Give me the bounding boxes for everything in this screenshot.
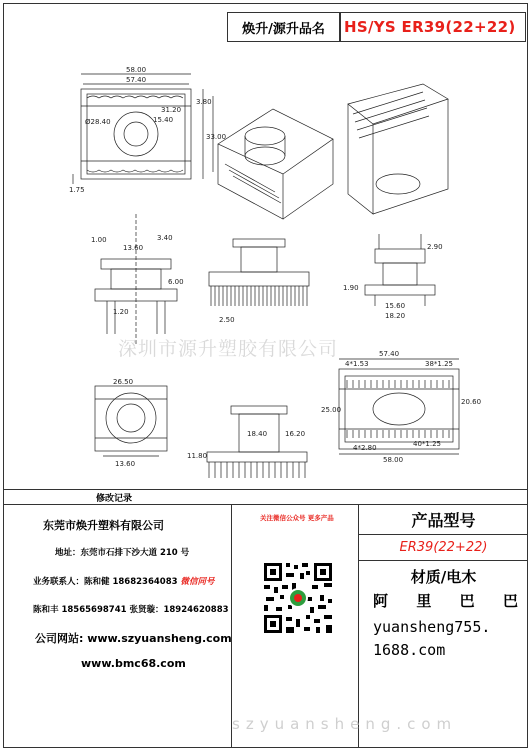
- dim-side-1560: 15.60: [385, 302, 406, 310]
- iso-view: [218, 109, 333, 219]
- dim-left-2650: 26.50: [113, 378, 134, 386]
- company-business-contact: [33, 575, 215, 587]
- dim-center-1840: 18.40: [247, 430, 268, 438]
- business-contact-text: 业务联系人：陈和健 18682364083: [33, 577, 178, 587]
- company-address: 地址：东莞市石排下沙大道 210 号: [55, 548, 190, 558]
- dim-front-1360: 13.60: [123, 244, 144, 252]
- dim-side-290: 2.90: [427, 243, 443, 251]
- ali-char-2: 里: [416, 591, 432, 610]
- dim-top-1540: 15.40: [153, 116, 174, 124]
- side-view: [365, 234, 435, 306]
- dim-top-175: 1.75: [69, 186, 85, 194]
- dim-front-6: 6.00: [168, 278, 184, 286]
- qr-code-icon[interactable]: [262, 561, 334, 635]
- product-title: 产品型号: [359, 505, 528, 535]
- dim-front-340: 3.40: [157, 234, 173, 242]
- dim-bottom-2060: 20.60: [461, 398, 482, 406]
- dim-front-1: 1.00: [91, 236, 107, 244]
- product-name-label: 焕升/源升品名: [227, 12, 340, 42]
- title-block: [3, 489, 528, 747]
- company-name: 东莞市焕升塑料有限公司: [43, 519, 164, 532]
- dim-top-3120: 31.20: [161, 106, 182, 114]
- iso-view-right: [348, 84, 448, 214]
- dim-side-1820: 18.20: [385, 312, 406, 320]
- dim-bottom-58: 58.00: [383, 456, 404, 464]
- dim-bottom-25: 25.00: [321, 406, 342, 414]
- left-view: [95, 386, 167, 456]
- company-website[interactable]: 公司网站: www.szyuansheng.com: [35, 632, 232, 645]
- product-name-value: HS/YS ER39(22+22): [340, 12, 526, 42]
- dim-top-380: 3.80: [196, 98, 212, 106]
- center-bottom-view: [207, 406, 307, 478]
- top-view: [73, 74, 213, 184]
- ali-char-1: 阿: [373, 591, 389, 610]
- dim-top-58: 58.00: [126, 66, 147, 74]
- dim-top-33: 33.00: [206, 133, 227, 141]
- company-website-2[interactable]: www.bmc68.com: [81, 657, 186, 670]
- company-phones: 陈和丰 18565698741 张贤璇：18924620883: [33, 605, 229, 615]
- dim-front-250: 2.50: [219, 316, 235, 324]
- qr-section: [232, 505, 359, 747]
- product-block: [359, 505, 528, 747]
- dim-center-1620: 16.20: [285, 430, 306, 438]
- dim-front-120: 1.20: [113, 308, 129, 316]
- dim-bottom-4x153: 4*1.53: [345, 360, 369, 368]
- wechat-note: 微信同号: [180, 577, 215, 587]
- dim-side-190: 1.90: [343, 284, 359, 292]
- dim-bottom-38x125: 38*1.25: [425, 360, 453, 368]
- dim-bottom-5740: 57.40: [379, 350, 400, 358]
- alibaba-text: [359, 589, 528, 611]
- dim-top-5740: 57.40: [126, 76, 147, 84]
- product-model: ER39(22+22): [359, 535, 528, 561]
- dim-center-1180: 11.80: [187, 452, 208, 460]
- dim-bottom-4x280: 4*2.80: [353, 444, 377, 452]
- store-url-line1[interactable]: yuansheng755.: [373, 618, 491, 636]
- ali-char-3: 巴: [459, 591, 475, 610]
- center-view: [209, 239, 309, 306]
- revision-row: [3, 489, 528, 505]
- dim-left-1360: 13.60: [115, 460, 136, 468]
- watermark-company: 深圳市源升塑胶有限公司: [118, 338, 339, 360]
- store-url-line2[interactable]: 1688.com: [373, 641, 446, 659]
- watermark-url: szyuansheng.com: [232, 715, 458, 733]
- qr-caption: 关注微信公众号 更多产品: [260, 514, 334, 522]
- ali-char-4: 巴: [502, 591, 518, 610]
- product-material: 材质/电木: [410, 567, 477, 586]
- dim-bottom-40x125: 40*1.25: [413, 440, 441, 448]
- bottom-view: [339, 359, 459, 454]
- company-info: [3, 505, 232, 747]
- dim-top-dia: Ø28.40: [85, 118, 111, 126]
- technical-drawing: [3, 44, 528, 490]
- revision-label: 修改记录: [96, 494, 133, 504]
